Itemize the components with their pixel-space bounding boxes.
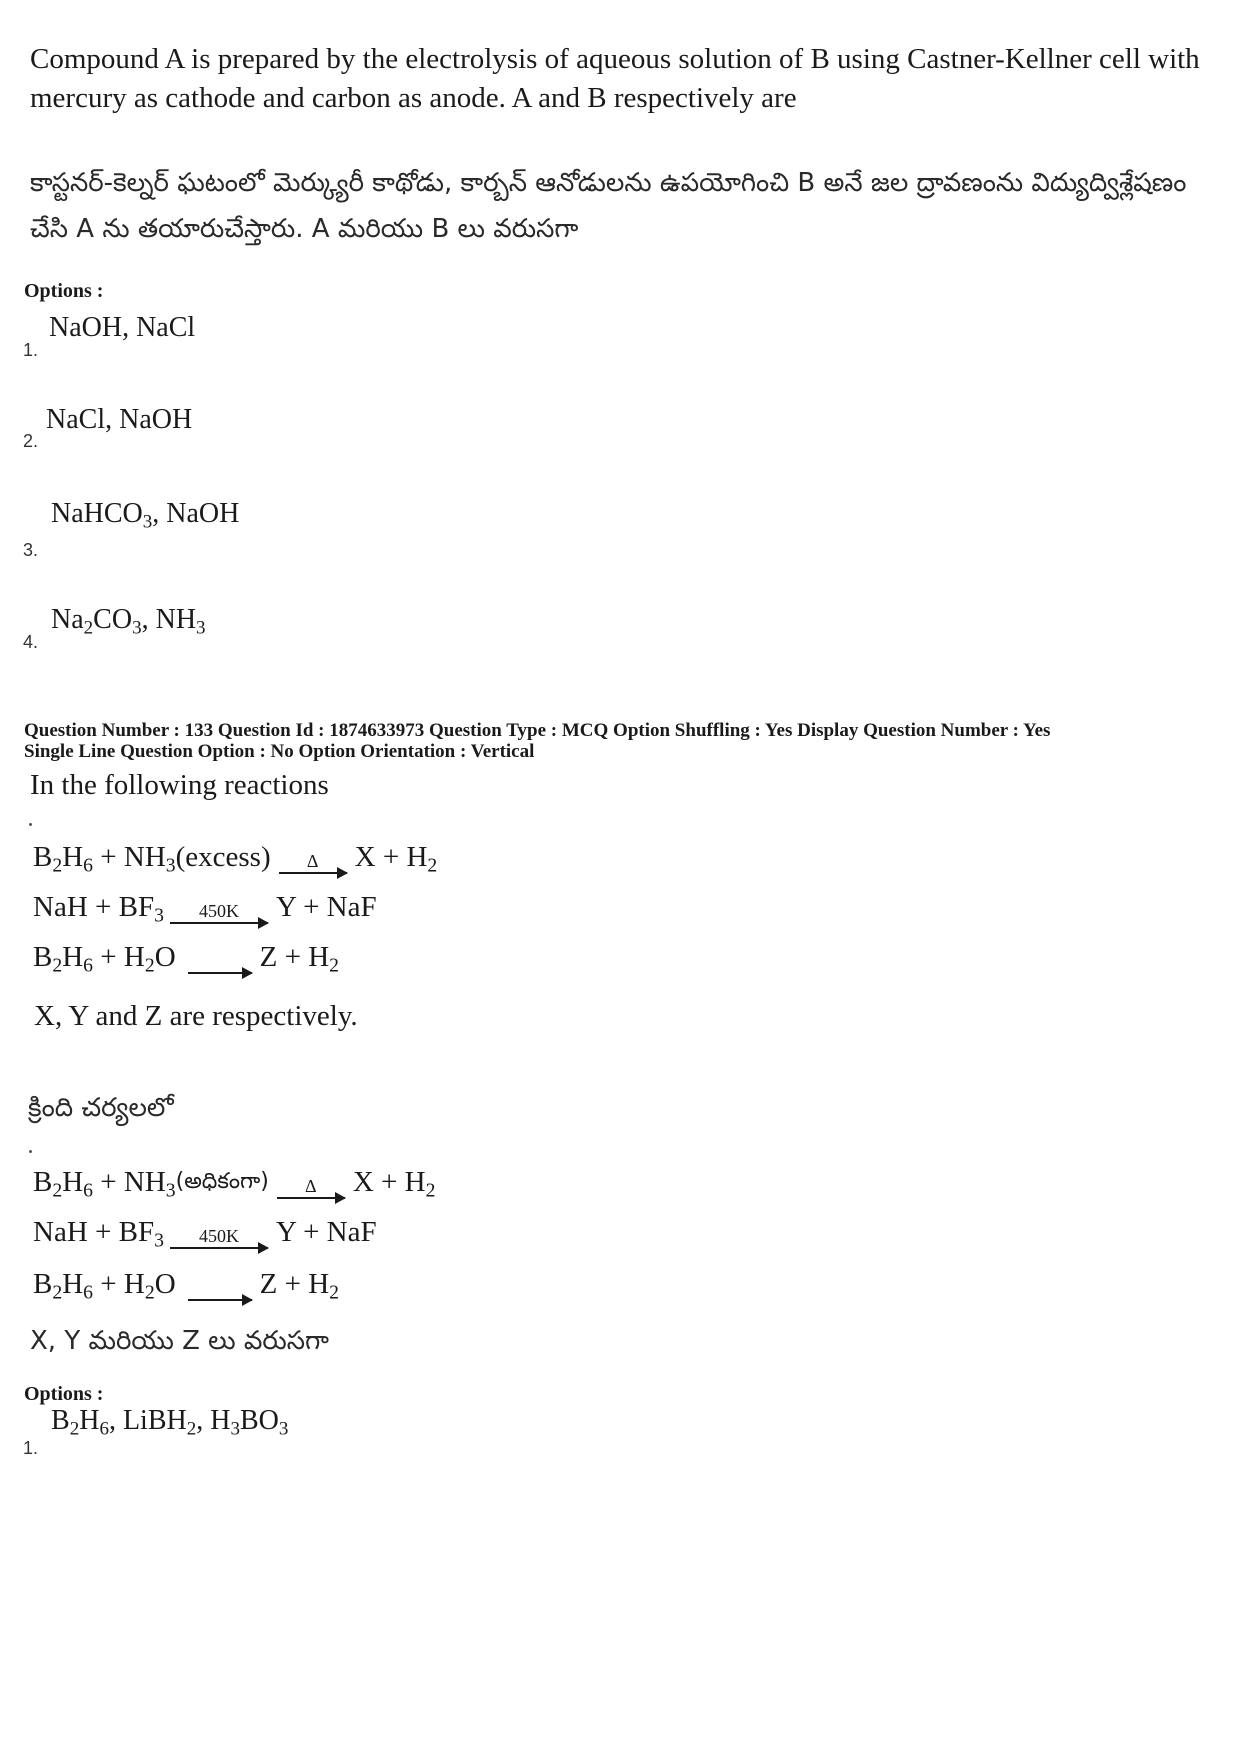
bullet-dot — [29, 1150, 32, 1153]
option-4-text[interactable]: $Na_2CO_3$, $NH_3$ — [51, 604, 206, 639]
options-label: Options : — [24, 280, 104, 302]
question-133-meta — [24, 720, 1224, 762]
reaction-2: NaH + $BF_3$ 450K Y + NaF — [33, 891, 377, 927]
bullet-dot — [29, 823, 32, 826]
reaction-3: $B_2H_6 + H_2O$ $Z + H_2$ — [33, 941, 340, 977]
question-133-telugu-outro: X, Y మరియు Z లు వరుసగా — [30, 1326, 329, 1356]
option-1-number-133: 1. — [23, 1438, 39, 1458]
question-133-intro: In the following reactions — [30, 769, 329, 801]
option-1-text[interactable]: NaOH, NaCl — [49, 312, 196, 343]
reaction-arrow — [188, 1279, 252, 1301]
reaction-arrow: Δ — [279, 852, 347, 874]
meta-line-1: Question Number : 133 Question Id : 1874633973 Question Type : MCQ Option Shuffling : Yes Display Question Number : Yes — [24, 720, 1051, 741]
reaction-3-telugu: $B_2H_6 + H_2O$ $Z + H_2$ — [33, 1268, 340, 1304]
option-2-number: 2. — [23, 431, 39, 451]
reaction-arrow: 450K — [170, 1227, 268, 1249]
option-2-text[interactable]: NaCl, NaOH — [46, 404, 193, 435]
meta-line-2: Single Line Question Option : No Option Orientation : Vertical — [24, 741, 535, 762]
reaction-arrow: Δ — [277, 1177, 345, 1199]
reaction-1: $B_2H_6 + NH_3$ (excess) Δ $X + H_2$ — [33, 841, 438, 877]
reaction-2-telugu: NaH + $BF_3$ 450K Y + NaF — [33, 1216, 377, 1252]
question-133-telugu-intro: క్రింది చర్యలలో — [28, 1093, 174, 1123]
question-132-telugu-text: కాస్టనర్-కెల్నర్ ఘటంలో మెర్క్యురీ కాథోడు, కార్బన్ ఆనోడులను ఉపయోగించి B అనే జల ద్రావణంను విద్యుద్విశ్లేషణం చేసి A ను తయారుచేస్తారు. A మరియు B లు వరుసగా — [30, 168, 1187, 244]
option-1-text-133[interactable]: $B_2H_6$, LiBH$_2$, $H_3BO_3$ — [51, 1405, 289, 1440]
option-1-number: 1. — [23, 340, 39, 360]
reaction-1-telugu: $B_2H_6 + NH_3$ (అధికంగా) Δ $X + H_2$ — [33, 1166, 436, 1202]
options-label-133: Options : — [24, 1383, 104, 1405]
option-4-number: 4. — [23, 632, 39, 652]
reaction-arrow — [188, 952, 252, 974]
option-3-number: 3. — [23, 540, 39, 560]
question-132-text: Compound A is prepared by the electrolysis of aqueous solution of B using Castner-Kellner cell with mercury as cathode and carbon as anode. A and B respectively are — [30, 43, 1200, 114]
option-3-text[interactable]: NaHCO$_3$, NaOH — [51, 498, 240, 533]
reaction-arrow: 450K — [170, 902, 268, 924]
question-133-outro: X, Y and Z are respectively. — [34, 1000, 358, 1032]
